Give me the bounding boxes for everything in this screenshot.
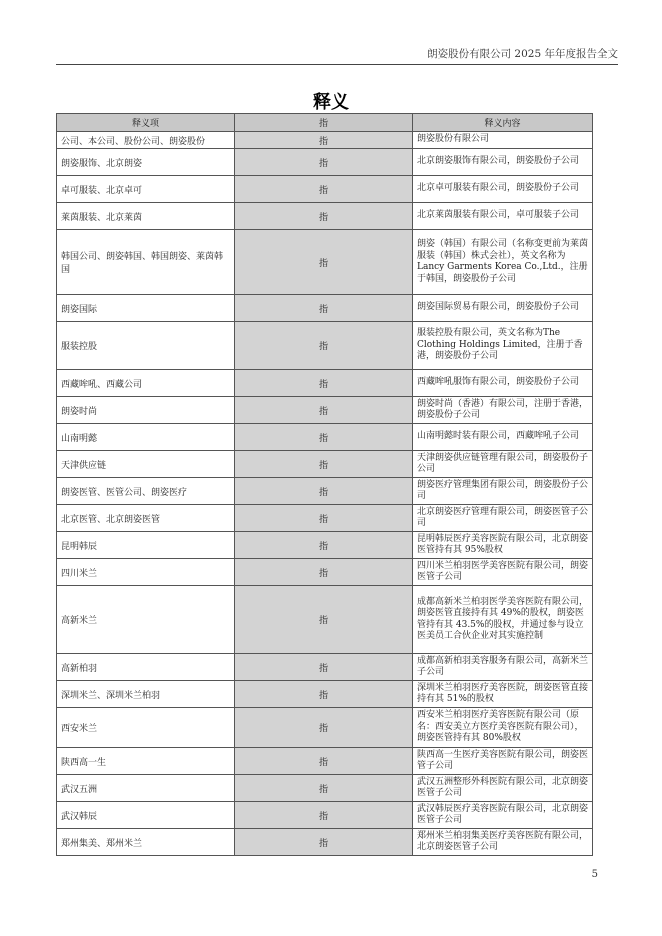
row-ref: 指 (235, 478, 413, 505)
row-term: 朗姿国际 (57, 295, 235, 322)
table-row (57, 829, 593, 856)
row-def: 朗姿医疗管理集团有限公司，朗姿股份子公司 (413, 478, 593, 505)
row-term: 西藏哞吼、西藏公司 (57, 370, 235, 397)
row-ref: 指 (235, 176, 413, 203)
page-header (56, 46, 618, 65)
table-row (57, 132, 593, 149)
table-row (57, 149, 593, 176)
table-row (57, 654, 593, 681)
table-row (57, 775, 593, 802)
row-term: 高新米兰 (57, 586, 235, 654)
row-term: 天津供应链 (57, 451, 235, 478)
row-def: 四川米兰柏羽医学美容医院有限公司，朗姿医管子公司 (413, 559, 593, 586)
row-ref: 指 (235, 559, 413, 586)
row-term: 武汉五洲 (57, 775, 235, 802)
row-def: 西安米兰柏羽医疗美容医院有限公司（原名：西安美立方医疗美容医院有限公司），朗姿医管持有其 80%股权 (413, 708, 593, 748)
column-header-def: 释义内容 (413, 114, 593, 132)
row-term: 深圳米兰、深圳米兰柏羽 (57, 681, 235, 708)
row-def: 服装控股有限公司，英文名称为The Clothing Holdings Limited，注册于香港，朗姿股份子公司 (413, 322, 593, 370)
row-term: 高新柏羽 (57, 654, 235, 681)
row-term: 朗姿医管、医管公司、朗姿医疗 (57, 478, 235, 505)
table-row (57, 451, 593, 478)
row-ref: 指 (235, 424, 413, 451)
row-term: 朗姿时尚 (57, 397, 235, 424)
row-ref: 指 (235, 802, 413, 829)
row-ref: 指 (235, 505, 413, 532)
row-ref: 指 (235, 775, 413, 802)
table-row (57, 478, 593, 505)
row-term: 昆明韩辰 (57, 532, 235, 559)
row-def: 成都高新柏羽美容服务有限公司，高新米兰子公司 (413, 654, 593, 681)
row-def: 天津朗姿供应链管理有限公司，朗姿股份子公司 (413, 451, 593, 478)
row-ref: 指 (235, 654, 413, 681)
table-header-row (57, 114, 593, 132)
row-def: 西藏哞吼服饰有限公司，朗姿股份子公司 (413, 370, 593, 397)
row-def: 北京朗姿服饰有限公司，朗姿股份子公司 (413, 149, 593, 176)
row-def: 朗姿（韩国）有限公司（名称变更前为莱茵服装（韩国）株式会社），英文名称为Lancy Garments Korea Co.,Ltd.，注册于韩国，朗姿股份子公司 (413, 230, 593, 295)
row-term: 公司、本公司、股份公司、朗姿股份 (57, 132, 235, 149)
row-ref: 指 (235, 681, 413, 708)
row-def: 北京卓可服装有限公司，朗姿股份子公司 (413, 176, 593, 203)
row-def: 朗姿国际贸易有限公司，朗姿股份子公司 (413, 295, 593, 322)
row-def: 陕西高一生医疗美容医院有限公司，朗姿医管子公司 (413, 748, 593, 775)
glossary-table (56, 113, 593, 856)
row-def: 北京莱茵服装有限公司，卓可服装子公司 (413, 203, 593, 230)
table-row (57, 681, 593, 708)
row-term: 武汉韩辰 (57, 802, 235, 829)
row-term: 西安米兰 (57, 708, 235, 748)
row-term: 卓可服装、北京卓可 (57, 176, 235, 203)
table-row (57, 322, 593, 370)
row-ref: 指 (235, 586, 413, 654)
row-ref: 指 (235, 149, 413, 176)
table-row (57, 559, 593, 586)
row-def: 北京朗姿医疗管理有限公司，朗姿医管子公司 (413, 505, 593, 532)
table-row (57, 708, 593, 748)
row-ref: 指 (235, 829, 413, 856)
row-ref: 指 (235, 132, 413, 149)
table-row (57, 505, 593, 532)
table-row (57, 370, 593, 397)
row-def: 武汉韩辰医疗美容医院有限公司，北京朗姿医管子公司 (413, 802, 593, 829)
row-term: 陕西高一生 (57, 748, 235, 775)
row-def: 深圳米兰柏羽医疗美容医院，朗姿医管直接持有其 51%的股权 (413, 681, 593, 708)
row-def: 山南明懿时装有限公司，西藏哞吼子公司 (413, 424, 593, 451)
column-header-ref: 指 (235, 114, 413, 132)
table-row (57, 748, 593, 775)
row-ref: 指 (235, 451, 413, 478)
row-ref: 指 (235, 370, 413, 397)
table-row (57, 203, 593, 230)
row-term: 郑州集美、郑州米兰 (57, 829, 235, 856)
row-ref: 指 (235, 397, 413, 424)
row-def: 朗姿股份有限公司 (413, 132, 593, 149)
table-row (57, 176, 593, 203)
row-def: 朗姿时尚（香港）有限公司，注册于香港，朗姿股份子公司 (413, 397, 593, 424)
table-row (57, 802, 593, 829)
row-def: 武汉五洲整形外科医院有限公司，北京朗姿医管子公司 (413, 775, 593, 802)
row-ref: 指 (235, 532, 413, 559)
row-ref: 指 (235, 322, 413, 370)
row-term: 四川米兰 (57, 559, 235, 586)
row-term: 莱茵服装、北京莱茵 (57, 203, 235, 230)
row-ref: 指 (235, 295, 413, 322)
table-row (57, 586, 593, 654)
row-ref: 指 (235, 230, 413, 295)
table-row (57, 295, 593, 322)
table-row (57, 230, 593, 295)
row-ref: 指 (235, 748, 413, 775)
row-def: 郑州米兰柏羽集美医疗美容医院有限公司，北京朗姿医管子公司 (413, 829, 593, 856)
glossary-body (57, 132, 593, 856)
row-ref: 指 (235, 203, 413, 230)
row-term: 韩国公司、朗姿韩国、韩国朗姿、莱茵韩国 (57, 230, 235, 295)
row-term: 北京医管、北京朗姿医管 (57, 505, 235, 532)
row-term: 山南明懿 (57, 424, 235, 451)
page-number: 5 (591, 869, 598, 880)
table-row (57, 532, 593, 559)
page-title: 释义 (313, 92, 349, 113)
row-term: 朗姿服饰、北京朗姿 (57, 149, 235, 176)
row-def: 成都高新米兰柏羽医学美容医院有限公司，朗姿医管直接持有其 49%的股权，朗姿医管持有其 43.5%的股权，并通过参与设立医美员工合伙企业对其实施控制 (413, 586, 593, 654)
table-row (57, 424, 593, 451)
row-def: 昆明韩辰医疗美容医院有限公司，北京朗姿医管持有其 95%股权 (413, 532, 593, 559)
column-header-term: 释义项 (57, 114, 235, 132)
row-term: 服装控股 (57, 322, 235, 370)
row-ref: 指 (235, 708, 413, 748)
table-row (57, 397, 593, 424)
header-text: 朗姿股份有限公司 2025 年年度报告全文 (427, 48, 618, 60)
